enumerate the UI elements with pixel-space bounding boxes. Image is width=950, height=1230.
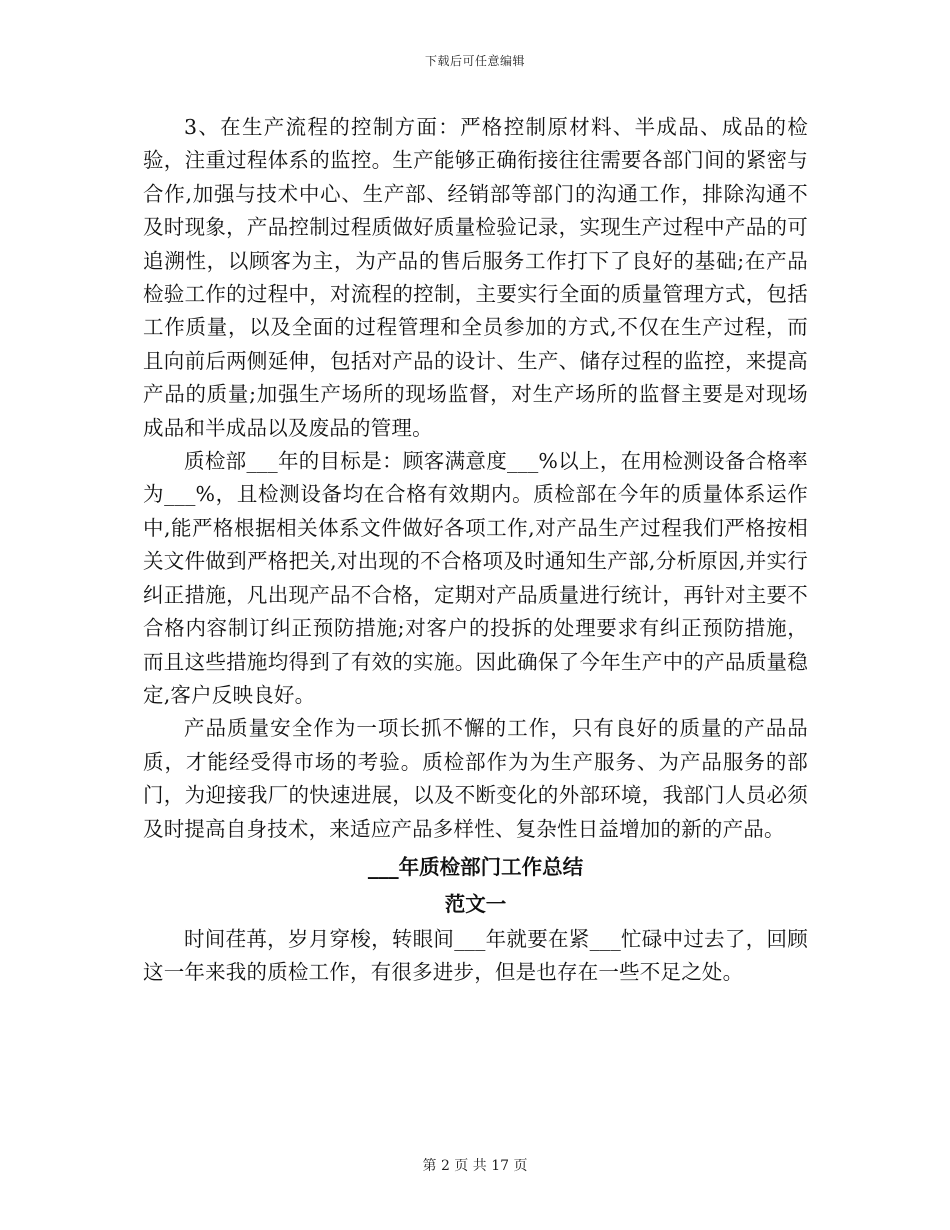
- paragraph-quality-safety: 产品质量安全作为一项长抓不懈的工作，只有良好的质量的产品品质，才能经受得市场的考验。质检部作为为生产服务、为产品服务的部门，为迎接我厂的快速进展，以及不断变化的外部环境，我部门人员必须及时提高自身技术，来适应产品多样性、复杂性日益增加的新的产品。: [143, 716, 808, 841]
- document-body: [143, 111, 808, 990]
- paragraph-intro: 时间荏苒，岁月穿梭，转眼间___年就要在紧___忙碌中过去了，回顾这一年来我的质检工作，有很多进步，但是也存在一些不足之处。: [143, 926, 808, 985]
- section-subtitle: 范文一: [444, 891, 507, 916]
- section-title: ___年质检部门工作总结: [367, 854, 584, 879]
- paragraph-process-control: 3、在生产流程的控制方面：严格控制原材料、半成品、成品的检验，注重过程体系的监控。生产能够正确衔接往往需要各部门间的紧密与合作,加强与技术中心、生产部、经销部等部门的沟通工作，排除沟通不及时现象，产品控制过程质做好质量检验记录，实现生产过程中产品的可追溯性，以顾客为主，为产品的售后服务工作打下了良好的基础;在产品检验工作的过程中，对流程的控制，主要实行全面的质量管理方式，包括工作质量，以及全面的过程管理和全员参加的方式,不仅在生产过程，而且向前后两侧延伸，包括对产品的设计、生产、储存过程的监控，来提高产品的质量;加强生产场所的现场监督，对生产场所的监督主要是对现场成品和半成品以及废品的管理。: [143, 115, 808, 440]
- paragraph-department-goals: 质检部___年的目标是：顾客满意度___%以上，在用检测设备合格率为___%，且检测设备均在合格有效期内。质检部在今年的质量体系运作中,能严格根据相关体系文件做好各项工作,对产品生产过程我们严格按相关文件做到严格把关,对出现的不合格项及时通知生产部,分析原因,并实行纠正措施，凡出现产品不合格，定期对产品质量进行统计，再针对主要不合格内容制订纠正预防措施;对客户的投拆的处理要求有纠正预防措施，而且这些措施均得到了有效的实施。因此确保了今年生产中的产品质量稳定,客户反映良好。: [143, 449, 808, 707]
- page-footer: 第 2 页 共 17 页: [422, 1158, 528, 1174]
- page-header: 下载后可任意编辑: [424, 54, 525, 68]
